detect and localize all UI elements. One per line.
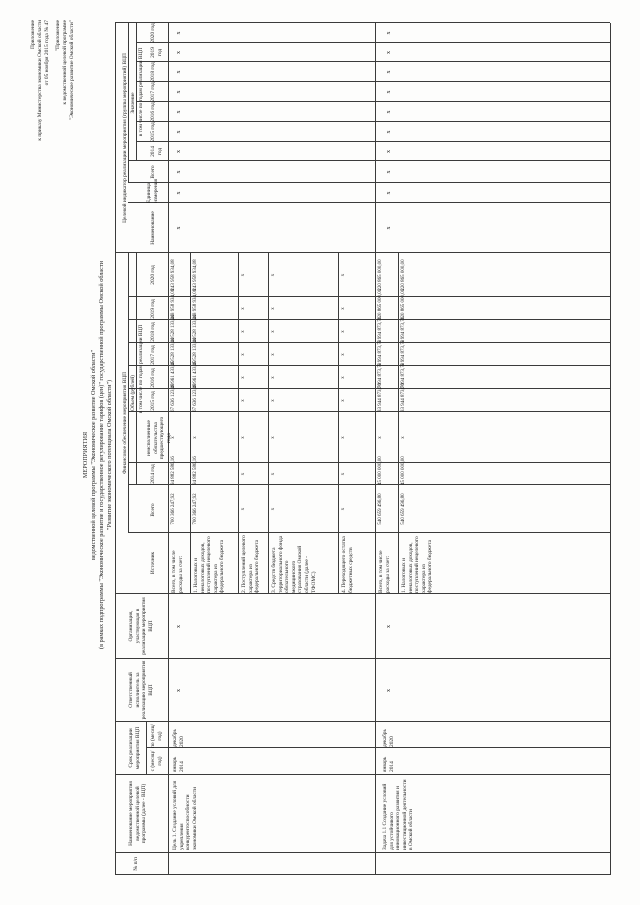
row-2019: х	[271, 307, 276, 310]
row-2015: х	[341, 399, 346, 402]
empty-mark: х	[176, 90, 182, 94]
header-executor: Ответственный исполнитель за реализацию мероприятия ВЦП	[128, 660, 154, 720]
task-name: Задача 1.1 Создание условий для устойчивого инновационного развития и инвестиционной деятельности в Омской области	[382, 779, 415, 850]
empty-mark: х	[386, 226, 392, 230]
header-name: Наименование мероприятия ведомственной целевой программы (далее - ВЦП)	[128, 781, 148, 846]
row-total: х	[341, 507, 346, 511]
row-2015: 67 636 123,40	[193, 383, 198, 412]
header-financing: Финансовое обеспечение мероприятия ВЦП	[122, 371, 128, 475]
row-total: 540 659 496,80	[401, 493, 406, 525]
row-2016: 19 961 433,40	[193, 360, 198, 389]
header-value-total: Всего	[150, 165, 156, 179]
table-rule	[136, 101, 610, 102]
row-2020: х	[241, 273, 246, 277]
header-rule	[146, 722, 147, 774]
header-value-2017: 2017 год	[150, 82, 156, 102]
empty-mark: х	[386, 150, 392, 153]
header-2020: 2020 год	[150, 265, 156, 285]
empty-mark: х	[386, 110, 392, 114]
approval-line-6: "Экономическое развитие Омской области"	[69, 20, 75, 120]
empty-mark: х	[176, 689, 182, 692]
table-rule	[128, 462, 610, 463]
approval-line-4: "Приложение	[55, 20, 61, 52]
table-rule	[128, 296, 610, 297]
row-rule	[268, 253, 269, 594]
row-2015: х	[271, 399, 276, 402]
row-2020: х	[341, 273, 346, 277]
header-value-2015: 2015 год	[150, 122, 156, 142]
row-2019: 220 865 000,00	[378, 288, 383, 320]
header-num: № п/п	[133, 857, 139, 871]
header-source: Источник	[150, 551, 156, 575]
row-rule	[238, 253, 239, 594]
table-rule	[115, 774, 610, 775]
row-2019: 243 958 934,08	[193, 288, 198, 320]
header-to: по (месяц/ год)	[150, 724, 163, 748]
empty-mark: х	[176, 31, 182, 35]
table-rule	[136, 42, 610, 43]
header-2015: 2015 год	[150, 391, 156, 411]
empty-mark: х	[386, 51, 392, 54]
header-2019: 2019 год	[150, 299, 156, 319]
table-rule	[115, 22, 610, 23]
header-2016: 2016 год	[150, 368, 156, 388]
row-rule	[338, 253, 339, 594]
row-rule	[190, 253, 191, 594]
row-2014: х	[271, 472, 276, 476]
table-rule	[115, 658, 610, 659]
row-2015: 33 944 873,70	[378, 383, 383, 412]
header-unit: Единица измерения	[146, 178, 159, 203]
row-2018: 14 528 133,40	[193, 314, 198, 343]
header-total: Всего	[150, 503, 156, 517]
table-rule	[136, 121, 610, 122]
row-2014: х	[341, 472, 346, 476]
table-rule	[136, 61, 610, 62]
table-rule	[128, 388, 610, 389]
header-organization: Организация, участвующая в реализации мероприятия ВЦП	[128, 597, 154, 655]
header-value-2014: 2014 год	[150, 146, 163, 157]
row-unfulfilled: х	[171, 436, 176, 439]
table-rule	[115, 852, 610, 853]
row-2018: х	[341, 330, 346, 333]
empty-mark: х	[386, 625, 392, 628]
row-2020: 243 958 934,08	[193, 259, 198, 291]
table-rule	[146, 747, 610, 748]
row-unfulfilled: х	[341, 436, 346, 439]
empty-mark: х	[386, 130, 392, 134]
table-rule	[115, 874, 610, 875]
row-2017: 15 528 133,40	[171, 337, 176, 366]
row-2016: х	[341, 376, 346, 379]
row-2019: 243 958 934,08	[171, 288, 176, 320]
row-2018: х	[241, 330, 246, 333]
table-rule	[128, 182, 610, 183]
table-rule	[115, 721, 610, 722]
row-2014: 94 882 586,16	[193, 456, 198, 485]
row-2015: х	[241, 399, 246, 402]
row-2020: 243 958 934,08	[171, 259, 176, 291]
row-2017: 15 528 133,40	[193, 337, 198, 366]
row-2018: 5 994 873,70	[378, 316, 383, 343]
header-from: с (месяц/ год)	[150, 750, 163, 772]
table-rule	[128, 532, 610, 533]
table-rule	[128, 202, 610, 203]
empty-mark: х	[386, 70, 392, 74]
table-rule	[128, 160, 610, 161]
approval-line-2: к приказу Министерства экономики Омской области	[37, 20, 43, 141]
row-2016: 19 961 433,40	[171, 360, 176, 389]
header-unfulfilled: неисполненные обязательства предшествующего года	[146, 416, 172, 460]
row-unfulfilled: х	[378, 436, 383, 439]
row-2018: 14 528 133,40	[171, 314, 176, 343]
row-2015: 33 944 873,70	[401, 383, 406, 412]
doc-title-line-4: "Развитие экономического потенциала Омской области")	[106, 379, 113, 531]
row-2017: 5 994 873,70	[378, 339, 383, 366]
header-value-2018: 2018 год	[150, 62, 156, 82]
row-2014: 45 000 000,00	[401, 456, 406, 485]
row-2018: х	[271, 330, 276, 333]
row-2020: 220 865 000,00	[401, 259, 406, 291]
header-2017: 2017 год	[150, 345, 156, 365]
row-unfulfilled: х	[193, 436, 198, 439]
row-unfulfilled: х	[271, 436, 276, 439]
row-2017: х	[241, 353, 246, 356]
row-source: 3. Средств бюджета территориального фонда обязательного медицинского страхования Омской области (далее - ТФОМС)	[271, 535, 317, 593]
empty-mark: х	[176, 191, 182, 195]
header-including: в том числе по годам реализации ВЦП	[138, 324, 144, 414]
table-top-border	[115, 23, 116, 875]
row-2014: х	[241, 472, 246, 476]
empty-mark: х	[386, 170, 392, 174]
goal-to: декабрь 2020	[172, 729, 185, 747]
header-target: Целевой индикатор реализации мероприятия (группы мероприятий) ВЦП	[122, 53, 128, 223]
task-from: январь 2014	[382, 756, 395, 772]
table-rule	[136, 81, 610, 82]
doc-title: МЕРОПРИЯТИЯ	[82, 431, 89, 479]
row-total: 540 659 496,80	[378, 493, 383, 525]
row-unfulfilled: х	[401, 436, 406, 439]
row-2020: х	[271, 273, 276, 277]
empty-mark: х	[386, 31, 392, 35]
approval-line-3: от 05 ноября 2015 года № 47	[44, 20, 50, 86]
empty-mark: х	[176, 110, 182, 114]
header-term: Срок реализации мероприятия ВЦП	[128, 726, 141, 770]
table-rule	[136, 141, 610, 142]
row-unfulfilled: х	[241, 436, 246, 439]
table-bottom-border	[610, 23, 611, 875]
table-rule	[128, 484, 610, 485]
row-2016: х	[271, 376, 276, 379]
header-2018: 2018 год	[150, 322, 156, 342]
row-2017: 5 994 873,70	[401, 339, 406, 366]
row-2016: х	[241, 376, 246, 379]
empty-mark: х	[386, 689, 392, 692]
row-2017: х	[271, 353, 276, 356]
row-2017: х	[341, 353, 346, 356]
row-2015: 67 636 123,40	[171, 383, 176, 412]
table-rule	[128, 365, 610, 366]
empty-mark: х	[176, 170, 182, 174]
row-source: 2. Поступлений целевого характера из федерального бюджета	[241, 535, 261, 593]
approval-line-1: Приложение	[30, 20, 36, 49]
row-2019: х	[241, 307, 246, 310]
row-2020: 220 865 000,00	[378, 259, 383, 291]
row-total: 700 366 247,92	[171, 493, 176, 525]
doc-title-line-2: ведомственной целевой программы "Экономическое развитие Омской области"	[90, 350, 97, 561]
empty-mark: х	[176, 150, 182, 153]
doc-title-line-3: (в рамках подпрограммы "Экономическое развитие и государственное регулирование тарифов (цен)" государственной программы Омской области	[98, 261, 105, 649]
goal-name: Цель 1. Создание условий для укрепления конкурентоспособности экономики Омской области	[172, 780, 198, 850]
row-source: 4. Переходящего остатка бюджетных средств	[341, 536, 354, 593]
row-source: Всего, в том числе расходы за счет:	[378, 550, 391, 593]
row-total: 700 366 247,92	[193, 493, 198, 525]
row-total: х	[241, 507, 246, 511]
row-2019: х	[341, 307, 346, 310]
table-rule	[128, 319, 610, 320]
header-value: Значение	[130, 92, 136, 114]
row-source: 1. Налоговых и неналоговых доходов, поступлений нецелевого характера из федерального бюджета	[193, 536, 226, 593]
header-2014: 2014 год	[150, 464, 156, 484]
row-total: х	[271, 507, 276, 511]
task-to: декабрь 2020	[382, 729, 395, 747]
empty-mark: х	[176, 70, 182, 74]
row-2016: 6 994 873,70	[401, 362, 406, 389]
table-rule	[128, 411, 610, 412]
header-value-including: в том числе по годам реализации ВЦП	[138, 47, 144, 137]
row-source: 1. Налоговых и неналоговых доходов, поступлений нецелевого характера из федерального бюджета	[401, 536, 434, 593]
header-target-name: Наименование	[150, 211, 156, 245]
row-2016: 6 994 873,70	[378, 362, 383, 389]
approval-line-5: к ведомственной целевой программе	[62, 20, 68, 105]
empty-mark: х	[176, 51, 182, 54]
row-2014: 94 882 586,16	[171, 456, 176, 485]
table-rule	[128, 342, 610, 343]
header-value-2016: 2016 год	[150, 102, 156, 122]
goal-from: январь 2014	[172, 756, 185, 772]
row-2018: 5 994 873,70	[401, 316, 406, 343]
row-2014: 45 000 000,00	[378, 456, 383, 485]
header-value-2019: 2019 год	[150, 47, 163, 58]
empty-mark: х	[386, 90, 392, 94]
row-source: Всего, в том числе расходы за счет:	[171, 550, 184, 593]
empty-mark: х	[176, 130, 182, 134]
header-volume: Объем (рублей)	[130, 375, 136, 411]
empty-mark: х	[386, 191, 392, 195]
empty-mark: х	[176, 226, 182, 230]
row-2019: 220 865 000,00	[401, 288, 406, 320]
row-rule	[398, 253, 399, 594]
header-value-2020: 2020 год	[150, 23, 156, 43]
empty-mark: х	[176, 625, 182, 628]
